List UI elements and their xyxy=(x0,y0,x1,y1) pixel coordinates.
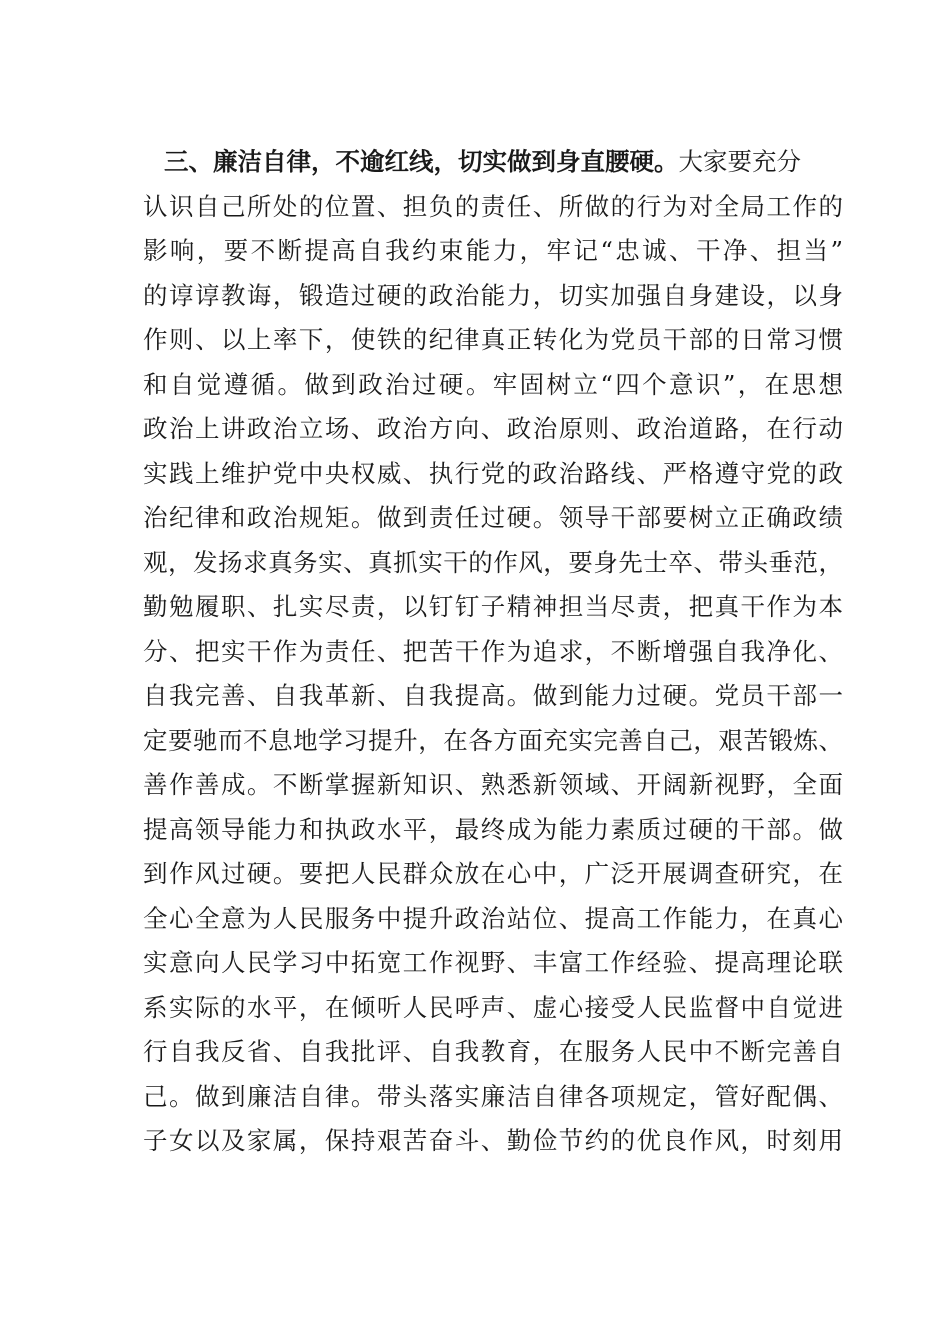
body-paragraph xyxy=(143,140,843,1164)
paragraph-line: 提高领导能力和执政水平，最终成为能力素质过硬的干部。做 xyxy=(143,814,843,844)
paragraph-line: 和自觉遵循。做到政治过硬。牢固树立“四个意识”，在思想 xyxy=(143,369,843,399)
paragraph-line: 行自我反省、自我批评、自我教育，在服务人民中不断完善自 xyxy=(143,1037,843,1066)
paragraph-line xyxy=(143,140,843,185)
paragraph-line: 治纪律和政治规矩。做到责任过硬。领导干部要树立正确政绩 xyxy=(143,503,843,532)
paragraph-line: 实意向人民学习中拓宽工作视野、丰富工作经验、提高理论联 xyxy=(143,948,843,977)
paragraph-line: 观，发扬求真务实、真抓实干的作风，要身先士卒、带头垂范， xyxy=(143,547,843,577)
paragraph-line: 己。做到廉洁自律。带头落实廉洁自律各项规定，管好配偶、 xyxy=(143,1081,843,1111)
paragraph-line: 自我完善、自我革新、自我提高。做到能力过硬。党员干部一 xyxy=(143,681,843,710)
paragraph-line: 系实际的水平，在倾听人民呼声、虚心接受人民监督中自觉进 xyxy=(143,992,843,1022)
paragraph-line: 到作风过硬。要把人民群众放在心中，广泛开展调查研究，在 xyxy=(143,859,843,888)
paragraph-line: 认识自己所处的位置、担负的责任、所做的行为对全局工作的 xyxy=(143,191,843,221)
section-heading: 三、廉洁自律，不逾红线，切实做到身直腰硬。 xyxy=(164,147,679,176)
paragraph-line: 影响，要不断提高自我约束能力，牢记“忠诚、干净、担当” xyxy=(143,236,843,265)
paragraph-line: 子女以及家属，保持艰苦奋斗、勤俭节约的优良作风，时刻用 xyxy=(143,1126,843,1155)
paragraph-line: 全心全意为人民服务中提升政治站位、提高工作能力，在真心 xyxy=(143,903,843,933)
paragraph-line: 实践上维护党中央权威、执行党的政治路线、严格遵守党的政 xyxy=(143,458,843,488)
heading-continuation: 大家要充分 xyxy=(678,147,801,176)
paragraph-line: 的谆谆教诲，锻造过硬的政治能力，切实加强自身建设，以身 xyxy=(143,280,843,310)
paragraph-line: 勤勉履职、扎实尽责，以钉钉子精神担当尽责，把真干作为本 xyxy=(143,592,843,621)
paragraph-line: 分、把实干作为责任、把苦干作为追求，不断增强自我净化、 xyxy=(143,636,843,666)
paragraph-line: 定要驰而不息地学习提升，在各方面充实完善自己，艰苦锻炼、 xyxy=(143,725,843,755)
paragraph-line: 政治上讲政治立场、政治方向、政治原则、政治道路，在行动 xyxy=(143,414,843,443)
paragraph-line: 作则、以上率下，使铁的纪律真正转化为党员干部的日常习惯 xyxy=(143,325,843,354)
paragraph-line: 善作善成。不断掌握新知识、熟悉新领域、开阔新视野，全面 xyxy=(143,770,843,799)
